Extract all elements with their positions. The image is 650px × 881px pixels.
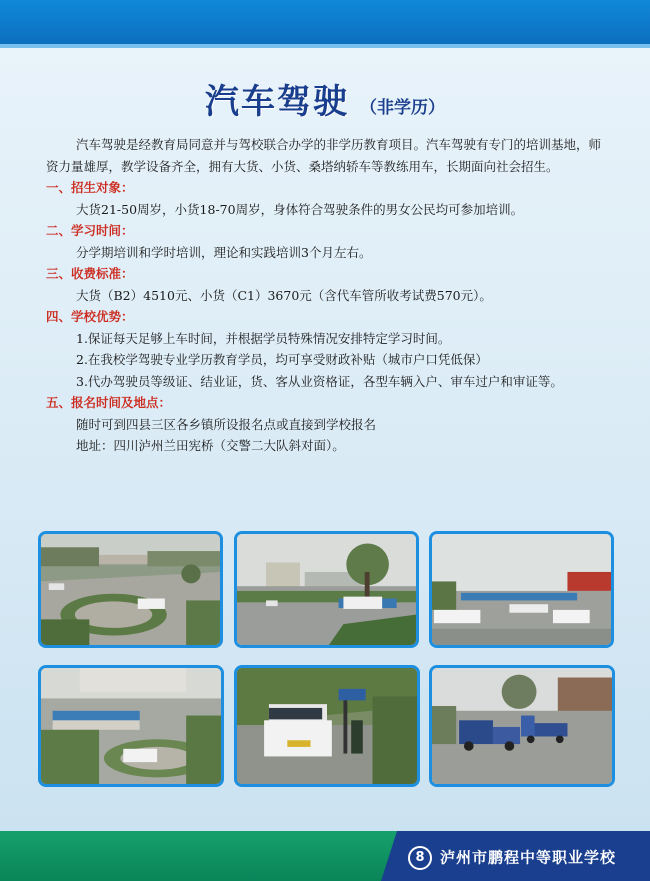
section-line: 3.代办驾驶员等级证、结业证，货、客从业资格证，各型车辆入户、审车过户和审证等。	[76, 373, 563, 389]
section-heading-enrollment: 一、招生对象：	[46, 180, 134, 195]
section-line: 1.保证每天足够上车时间，并根据学员特殊情况安排特定学习时间。	[76, 330, 451, 346]
photo-car-lot	[429, 531, 614, 648]
photo-campus-aerial	[38, 665, 224, 787]
section-line: 随时可到四县三区各乡镇所设报名点或直接到学校报名	[76, 416, 377, 432]
section-line: 地址：四川泸州兰田宪桥（交警二大队斜对面）。	[76, 438, 345, 453]
school-name: 泸州市鹏程中等职业学校	[440, 848, 617, 867]
section-line: 大货（B2）4510元、小货（C1）3670元（含代车管所收考试费570元）。	[76, 287, 492, 303]
page-number: 8	[408, 846, 432, 870]
photo-practice-ground	[234, 531, 419, 648]
photo-gallery	[38, 531, 620, 821]
photo-training-car	[234, 665, 420, 787]
title-main: 汽车驾驶	[204, 82, 349, 122]
page-title	[0, 74, 650, 123]
section-line: 大货21-50周岁，小货18-70周岁，身体符合驾驶条件的男女公民均可参加培训。	[76, 201, 524, 217]
section-line: 2.在我校学驾驶专业学历教育学员，均可享受财政补贴（城市户口凭低保）	[76, 352, 488, 367]
top-banner	[0, 0, 650, 44]
photo-trucks	[429, 665, 615, 787]
title-subtitle: （非学历）	[360, 98, 446, 118]
footer-text	[408, 845, 616, 869]
section-heading-advantages: 四、学校优势：	[46, 309, 134, 324]
article-body	[46, 134, 612, 457]
section-heading-fees: 三、收费标准：	[46, 266, 134, 281]
section-heading-duration: 二、学习时间：	[46, 223, 134, 238]
photo-training-yard	[38, 531, 223, 648]
intro-paragraph: 汽车驾驶是经教育局同意并与驾校联合办学的非学历教育项目。汽车驾驶有专门的培训基地，师资力量雄厚，教学设备齐全，拥有大货、小货、桑塔纳轿车等教练用车，长期面向社会招生。	[46, 137, 602, 174]
section-line: 分学期培训和学时培训，理论和实践培训3个月左右。	[76, 244, 372, 260]
section-heading-registration: 五、报名时间及地点：	[46, 395, 172, 410]
